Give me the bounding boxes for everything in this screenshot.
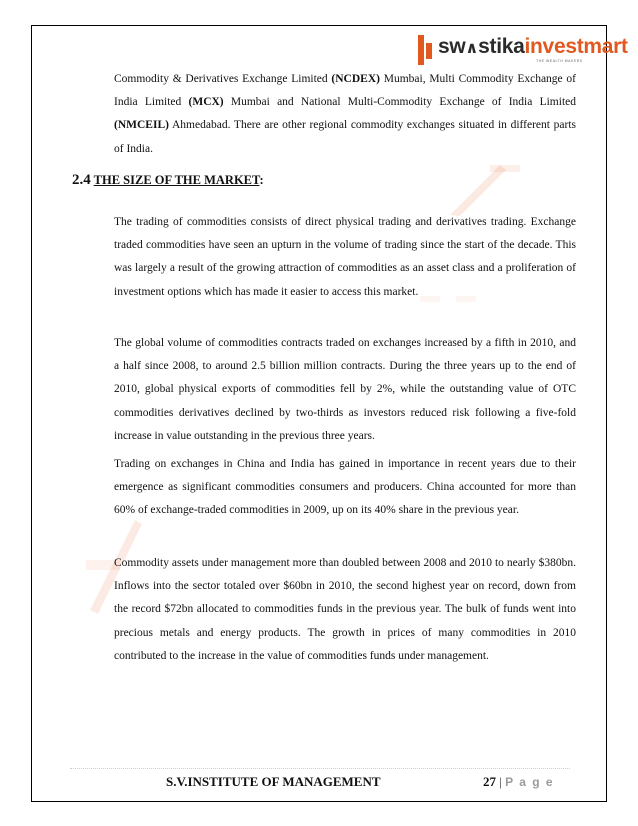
footer-divider (70, 768, 570, 769)
intro-paragraph: Commodity & Derivatives Exchange Limited (NCDEX) Mumbai, Multi Commodity Exchange of India Limited (MCX) Mumbai and National Multi-Commodity Exchange of India Limited (NMCEIL) Ahmedabad. There are other regional commodity exchanges situated in different parts of India. (114, 73, 576, 155)
logo-tagline: THE WEALTH MAKERS (536, 59, 583, 63)
paragraph-china-india: Trading on exchanges in China and India has gained in importance in recent years due to their emergence as significant commodities consumers and producers. China accounted for more than 60% of exchange-traded commodities in 2009, up on its 40% share in the previous year. (114, 458, 576, 517)
footer-institute: S.V.INSTITUTE OF MANAGEMENT (166, 774, 381, 789)
paragraph-global-volume: The global volume of commodities contracts traded on exchanges increased by a fifth in 2010, and a half since 2008, to around 2.5 billion million contracts. During the three years up to the end of 2010, global physical exports of commodities fell by 2%, while the outstanding value of OTC commodities derivatives declined by two-thirds as investors reduced risk following a five-fold increase in value outstanding in the previous three years. (114, 337, 576, 442)
paragraph-assets-under-management: Commodity assets under management more than doubled between 2008 and 2010 to nearly $380bn. Inflows into the sector totaled over $60bn in 2010, the second highest year on record, down from the record $72bn allocated to commodities funds in the previous year. The bulk of funds went into precious metals and energy products. The growth in prices of many commodities in 2010 contributed to the increase in the value of commodities funds under management. (114, 557, 576, 662)
section-heading: 2.4 THE SIZE OF THE MARKET: (72, 172, 264, 188)
section-number: 2.4 (72, 172, 91, 188)
logo-mark-icon (418, 35, 436, 65)
paragraph-trading: The trading of commodities consists of direct physical trading and derivatives trading. Exchange traded commodities have seen an upturn in the volume of trading since the start of the decade. This was largely a result of the growing attraction of commodities as an asset class and a proliferation of investment options which has made it easier to access this market. (114, 216, 576, 298)
page-number: 27 (483, 774, 496, 789)
section-title: THE SIZE OF THE MARKET (93, 173, 260, 187)
footer-page-indicator: 27 | P a g e (483, 774, 555, 789)
logo-wordmark: sw∧stikainvestmart (438, 35, 628, 58)
company-logo (418, 35, 628, 67)
